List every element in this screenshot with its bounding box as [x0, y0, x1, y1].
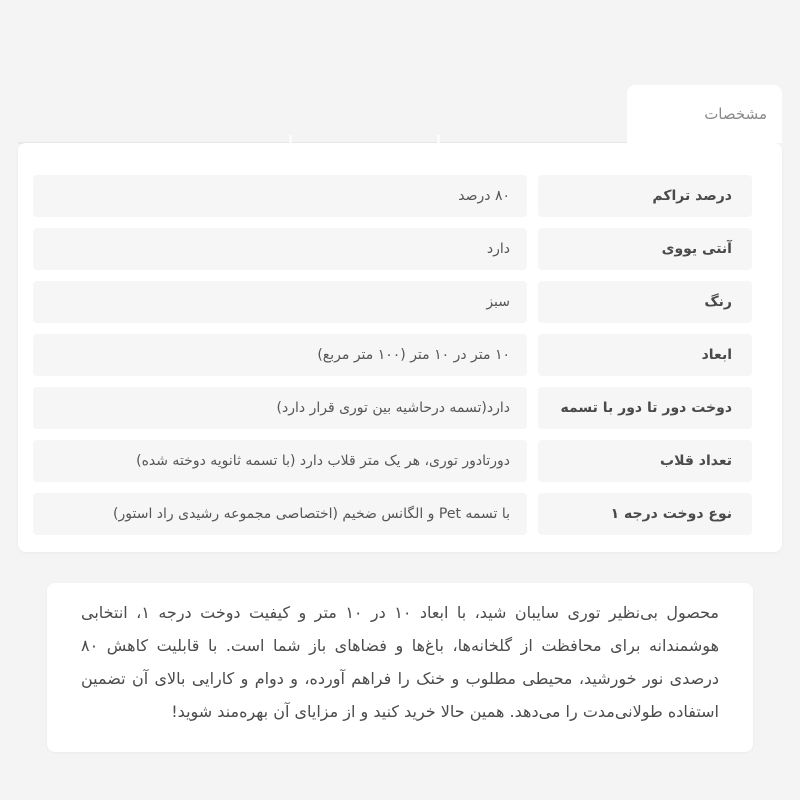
spec-label-cell: رنگ — [538, 281, 752, 323]
spec-label-cell: درصد تراکم — [538, 175, 752, 217]
table-row — [33, 228, 752, 270]
spec-value-cell: ۱۰ متر در ۱۰ متر (۱۰۰ متر مربع) — [33, 334, 527, 376]
table-row — [33, 334, 752, 376]
product-description: محصول بی‌نظیر توری سایبان شید، با ابعاد ۱۰ در ۱۰ متر و کیفیت دوخت درجه ۱، انتخابی هوشمندانه برای محافظت از گلخانه‌ها، باغ‌ها و فضاهای باز شما است. با قابلیت کاهش ۸۰ درصدی نور خورشید، محیطی مطلوب و خنک را فراهم آورده، و دوام و کارایی بالای آن تضمین استفاده طولانی‌مدت را می‌دهد. همین حالا خرید کنید و از مزایای آن بهره‌مند شوید! — [81, 603, 720, 721]
spec-value-cell: ۸۰ درصد — [33, 175, 527, 217]
spec-label-cell: نوع دوخت درجه ۱ — [538, 493, 752, 535]
table-row — [33, 387, 752, 429]
spec-label-cell: تعداد قلاب — [538, 440, 752, 482]
table-row — [33, 281, 752, 323]
table-row — [33, 493, 752, 535]
description-panel — [47, 583, 753, 752]
spec-label-cell: آنتی یووی — [538, 228, 752, 270]
table-row — [33, 175, 752, 217]
spec-value-cell: دورتادور توری، هر یک متر قلاب دارد (با تسمه ثانویه دوخته شده) — [33, 440, 527, 482]
specifications-panel — [18, 143, 782, 552]
tab-specifications[interactable] — [627, 85, 782, 143]
table-row — [33, 440, 752, 482]
spec-value-cell: دارد(تسمه درحاشیه بین توری قرار دارد) — [33, 387, 527, 429]
tab-specifications-label: مشخصات — [704, 105, 767, 123]
spec-label-cell: ابعاد — [538, 334, 752, 376]
spec-value-cell: با تسمه Pet و الگانس ضخیم (اختصاصی مجموعه رشیدی راد استور) — [33, 493, 527, 535]
spec-label-cell: دوخت دور تا دور با تسمه — [538, 387, 752, 429]
spec-value-cell: سبز — [33, 281, 527, 323]
spec-value-cell: دارد — [33, 228, 527, 270]
